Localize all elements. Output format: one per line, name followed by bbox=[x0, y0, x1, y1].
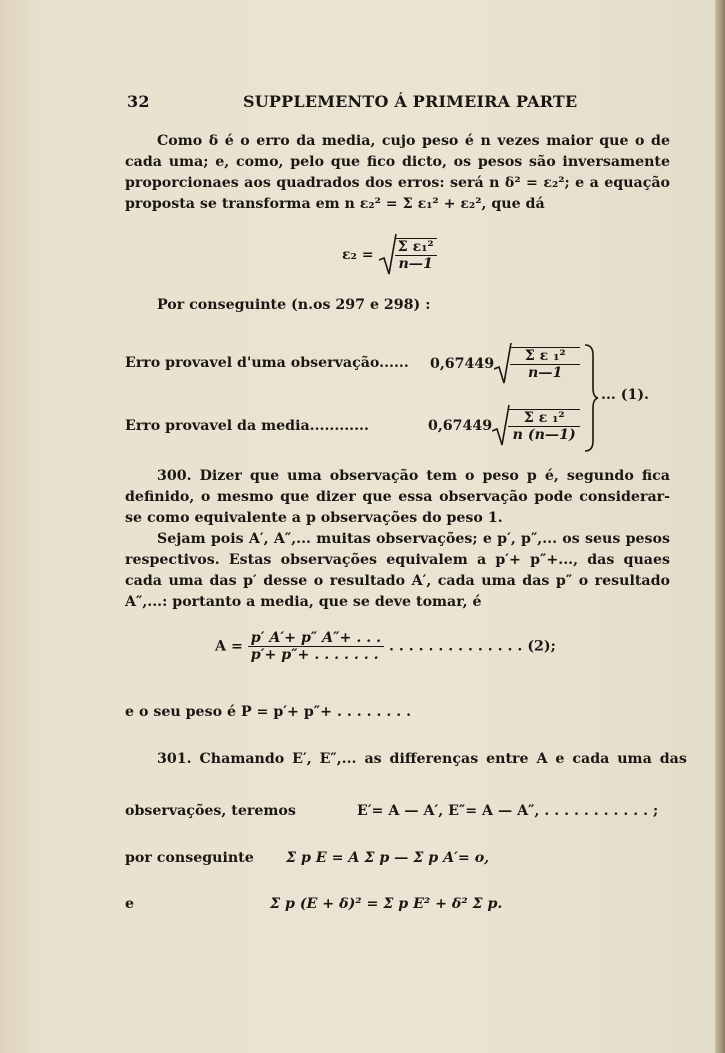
equation-label-1: ... (1). bbox=[601, 387, 649, 403]
section-301-line-1 bbox=[157, 751, 687, 767]
section-301-line-3-label: por conseguinte bbox=[125, 850, 254, 866]
erro-media-coef: 0,67449 bbox=[428, 418, 493, 434]
erro-obs-num: Σ ε ₁² bbox=[510, 348, 580, 365]
section-301-line-4-label: e bbox=[125, 896, 135, 912]
section-301-line-2-label: observações, teremos bbox=[125, 803, 296, 819]
erro-obs-label: Erro provavel d'uma observação...... bbox=[125, 355, 409, 371]
erro-obs-coef: 0,67449 bbox=[430, 356, 495, 372]
section-301-text: Chamando E′, E″,... as differenças entre A e cada uma das bbox=[199, 751, 687, 767]
paragraph-1: Como δ é o erro da media, cujo peso é n vezes maior que o de cada uma; e, como, pelo que fico dicto, os pesos são inversamente proporcionaes aos quadrados dos erros: será n δ² = ε₂²; e a equação proposta se transforma em n ε₂² = Σ ε₁² + ε₂², que dá bbox=[125, 133, 670, 212]
equation-2 bbox=[215, 630, 556, 663]
section-300-paragraph bbox=[125, 466, 670, 529]
eq-eps2-num: Σ ε₁² bbox=[395, 239, 437, 256]
section-301-line-3-eq: Σ p E = A Σ p — Σ p A′= o, bbox=[286, 850, 490, 866]
eq-eps2-den: n—1 bbox=[398, 256, 433, 272]
eq-eps2-lhs: ε₂ = bbox=[342, 247, 374, 263]
section-301-line-4-eq: Σ p (E + δ)² = Σ p E² + δ² Σ p. bbox=[270, 896, 503, 912]
running-title: SUPPLEMENTO Á PRIMEIRA PARTE bbox=[243, 92, 578, 111]
erro-media-den: n (n—1) bbox=[512, 427, 576, 443]
eq2-num: p′ A′+ p″ A″+ . . . bbox=[248, 630, 384, 647]
erro-obs-den: n—1 bbox=[527, 365, 563, 381]
eq2-label: (2); bbox=[527, 638, 556, 655]
right-brace-icon bbox=[583, 343, 599, 453]
section-300-paragraph-2: Sejam pois A′, A″,... muitas observações; e p′, p″,... os seus pesos respectivos. Estas observações equivalem a p′+ p″+..., das quaes cada uma das p′ desse o resultado A′, cada uma das p″ o resultado A″,...: portanto a media, que se deve tomar, é bbox=[125, 531, 670, 610]
section-301-line-2-eq: E′= A — A′, E″= A — A″, . . . . . . . . . . . ; bbox=[357, 803, 659, 819]
peso-line: e o seu peso é P = p′+ p″+ . . . . . . . . bbox=[125, 704, 412, 720]
eq2-dots: . . . . . . . . . . . . . . bbox=[389, 638, 523, 655]
erro-media-num: Σ ε ₁² bbox=[508, 410, 580, 427]
por-conseguinte-1: Por conseguinte (n.os 297 e 298) : bbox=[157, 297, 431, 313]
erro-media-label: Erro provavel da media............ bbox=[125, 418, 369, 434]
section-300-number: 300. bbox=[157, 468, 192, 484]
section-300-text: Dizer que uma observação tem o peso p é, segundo fica definido, o mesmo que dizer que essa observação pode considerar-se como equivalente a p observações do peso 1. bbox=[125, 468, 670, 526]
erro-media-fraction bbox=[508, 409, 580, 443]
eq2-den: p′+ p″+ . . . . . . . bbox=[250, 647, 379, 663]
eq2-lhs: A = bbox=[215, 638, 243, 655]
erro-obs-fraction bbox=[510, 347, 580, 381]
eq-eps2-fraction bbox=[395, 238, 437, 272]
page-number: 32 bbox=[127, 92, 150, 111]
page-spine-edge bbox=[715, 0, 725, 1053]
section-301-number: 301. bbox=[157, 751, 192, 767]
erro-obs-formula bbox=[430, 341, 580, 387]
erro-media-formula bbox=[428, 403, 580, 449]
equation-epsilon2 bbox=[342, 232, 437, 278]
eq2-fraction bbox=[248, 630, 384, 663]
